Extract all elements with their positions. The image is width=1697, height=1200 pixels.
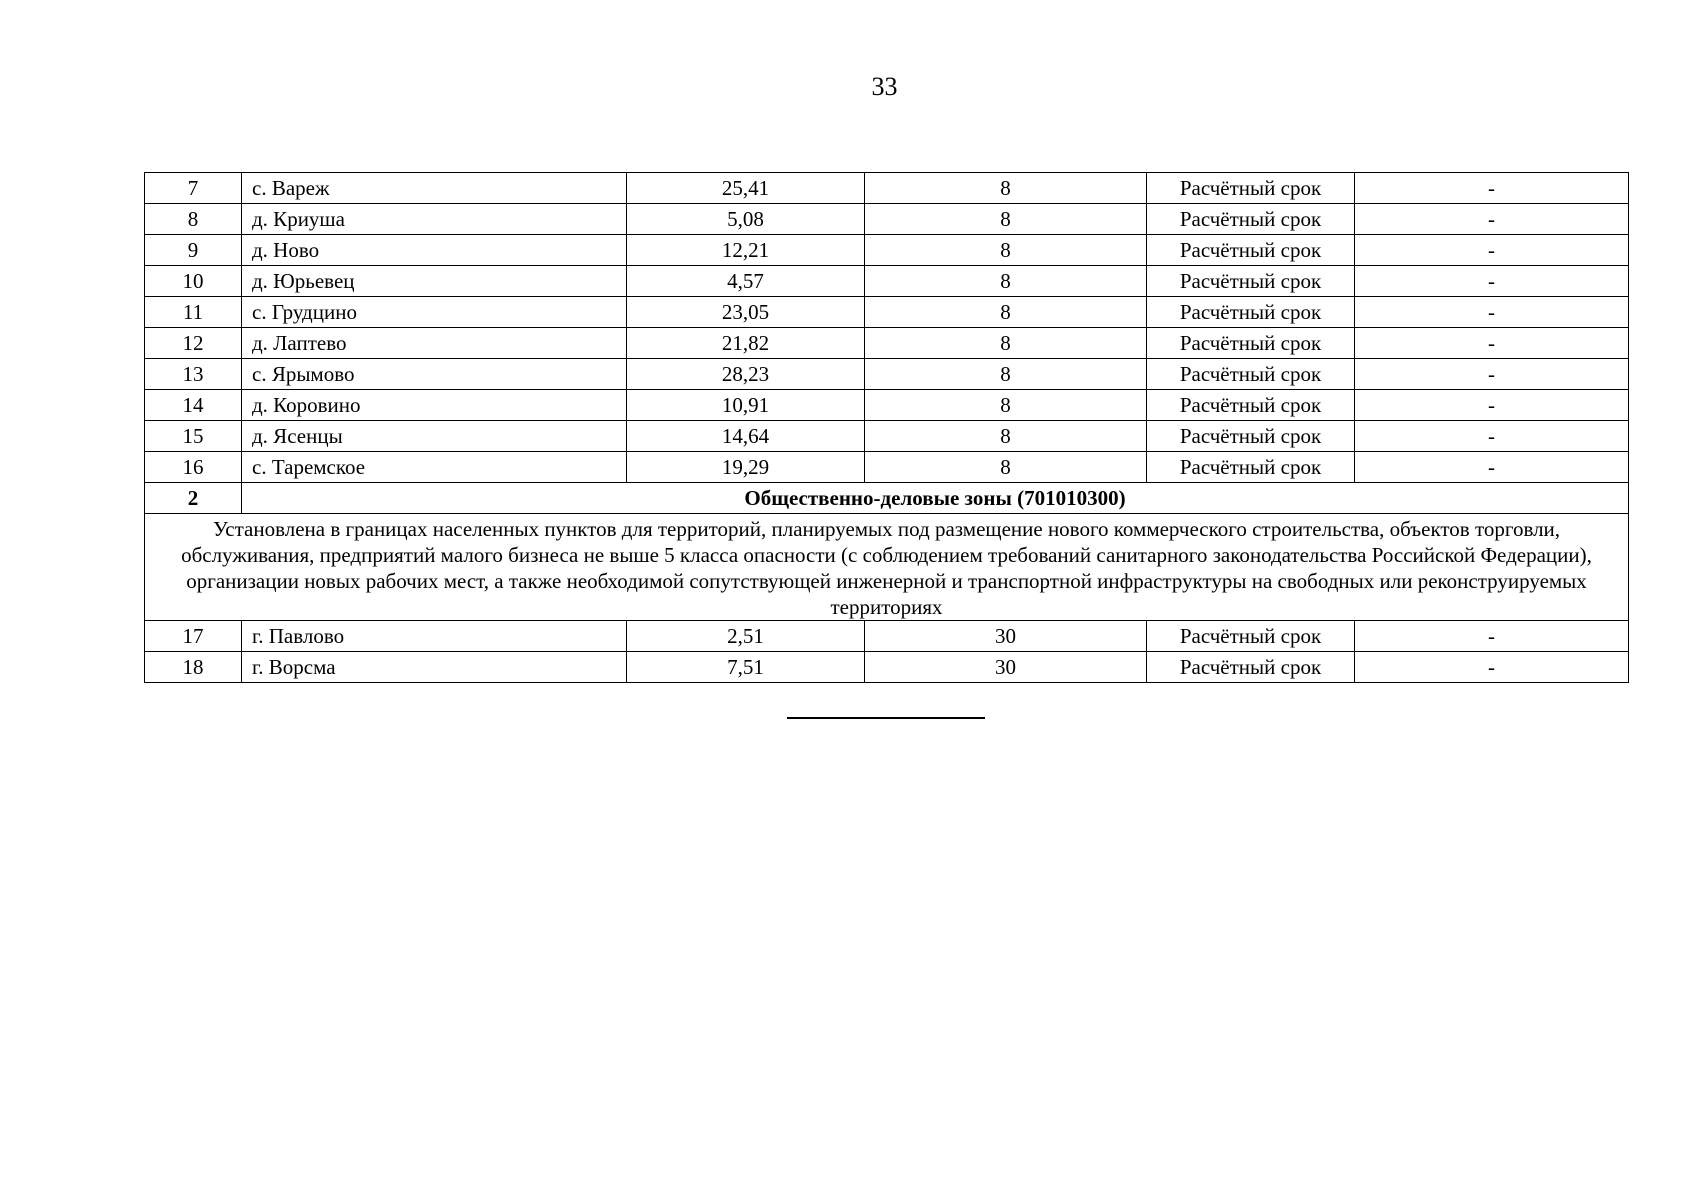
settlement-name: с. Таремское xyxy=(242,452,627,483)
area-value: 5,08 xyxy=(627,204,865,235)
table-body-public-business xyxy=(145,621,1629,683)
settlement-name: с. Грудцино xyxy=(242,297,627,328)
area-value: 23,05 xyxy=(627,297,865,328)
settlement-name: д. Ново xyxy=(242,235,627,266)
note-value: - xyxy=(1355,421,1629,452)
area-value: 25,41 xyxy=(627,173,865,204)
note-value: - xyxy=(1355,173,1629,204)
area-value: 28,23 xyxy=(627,359,865,390)
table-body-residential xyxy=(145,173,1629,483)
table-section-public-business xyxy=(145,483,1629,621)
table-row xyxy=(145,359,1629,390)
implementation-term: Расчётный срок xyxy=(1147,421,1355,452)
settlement-name: д. Лаптево xyxy=(242,328,627,359)
height-value: 30 xyxy=(865,621,1147,652)
row-number: 12 xyxy=(145,328,242,359)
settlement-name: г. Павлово xyxy=(242,621,627,652)
section-description: Установлена в границах населенных пунктов для территорий, планируемых под размещение нового коммерческого строительства, объектов торговли, обслуживания, предприятий малого бизнеса не выше 5 класса опасности (с соблюдением требований санитарного законодательства Российской Федерации), организации новых рабочих мест, а также необходимой сопутствующей инженерной и транспортной инфраструктуры на свободных или реконструируемых территориях xyxy=(145,514,1629,621)
note-value: - xyxy=(1355,452,1629,483)
area-value: 7,51 xyxy=(627,652,865,683)
height-value: 8 xyxy=(865,297,1147,328)
row-number: 16 xyxy=(145,452,242,483)
note-value: - xyxy=(1355,652,1629,683)
table-row xyxy=(145,390,1629,421)
note-value: - xyxy=(1355,297,1629,328)
table-row xyxy=(145,266,1629,297)
height-value: 8 xyxy=(865,328,1147,359)
row-number: 15 xyxy=(145,421,242,452)
implementation-term: Расчётный срок xyxy=(1147,297,1355,328)
area-value: 10,91 xyxy=(627,390,865,421)
table-row xyxy=(145,204,1629,235)
row-number: 18 xyxy=(145,652,242,683)
note-value: - xyxy=(1355,266,1629,297)
implementation-term: Расчётный срок xyxy=(1147,621,1355,652)
table-row xyxy=(145,297,1629,328)
implementation-term: Расчётный срок xyxy=(1147,235,1355,266)
table-row xyxy=(145,235,1629,266)
implementation-term: Расчётный срок xyxy=(1147,173,1355,204)
implementation-term: Расчётный срок xyxy=(1147,652,1355,683)
section-header-row xyxy=(145,483,1629,514)
settlement-name: д. Коровино xyxy=(242,390,627,421)
settlement-name: д. Юрьевец xyxy=(242,266,627,297)
row-number: 17 xyxy=(145,621,242,652)
table-row xyxy=(145,421,1629,452)
height-value: 8 xyxy=(865,452,1147,483)
note-value: - xyxy=(1355,621,1629,652)
row-number: 14 xyxy=(145,390,242,421)
note-value: - xyxy=(1355,204,1629,235)
area-value: 21,82 xyxy=(627,328,865,359)
area-value: 4,57 xyxy=(627,266,865,297)
note-value: - xyxy=(1355,359,1629,390)
note-value: - xyxy=(1355,235,1629,266)
height-value: 8 xyxy=(865,266,1147,297)
row-number: 8 xyxy=(145,204,242,235)
height-value: 8 xyxy=(865,359,1147,390)
table-row xyxy=(145,328,1629,359)
settlement-name: с. Ярымово xyxy=(242,359,627,390)
height-value: 8 xyxy=(865,390,1147,421)
row-number: 13 xyxy=(145,359,242,390)
settlement-name: с. Вареж xyxy=(242,173,627,204)
height-value: 8 xyxy=(865,204,1147,235)
row-number: 10 xyxy=(145,266,242,297)
area-value: 2,51 xyxy=(627,621,865,652)
table-row xyxy=(145,621,1629,652)
height-value: 30 xyxy=(865,652,1147,683)
table-row xyxy=(145,652,1629,683)
zones-table xyxy=(144,172,1629,683)
note-value: - xyxy=(1355,328,1629,359)
note-value: - xyxy=(1355,390,1629,421)
section-title: Общественно-деловые зоны (701010300) xyxy=(242,483,1629,514)
row-number: 7 xyxy=(145,173,242,204)
row-number: 11 xyxy=(145,297,242,328)
implementation-term: Расчётный срок xyxy=(1147,359,1355,390)
settlement-name: д. Ясенцы xyxy=(242,421,627,452)
end-of-table-rule xyxy=(787,717,985,719)
height-value: 8 xyxy=(865,421,1147,452)
implementation-term: Расчётный срок xyxy=(1147,266,1355,297)
settlement-name: г. Ворсма xyxy=(242,652,627,683)
settlement-name: д. Криуша xyxy=(242,204,627,235)
area-value: 14,64 xyxy=(627,421,865,452)
implementation-term: Расчётный срок xyxy=(1147,452,1355,483)
implementation-term: Расчётный срок xyxy=(1147,328,1355,359)
area-value: 12,21 xyxy=(627,235,865,266)
table-row xyxy=(145,452,1629,483)
page-number: 33 xyxy=(871,72,898,101)
row-number: 9 xyxy=(145,235,242,266)
height-value: 8 xyxy=(865,235,1147,266)
section-description-row xyxy=(145,514,1629,621)
implementation-term: Расчётный срок xyxy=(1147,204,1355,235)
section-number: 2 xyxy=(145,483,242,514)
area-value: 19,29 xyxy=(627,452,865,483)
table-row xyxy=(145,173,1629,204)
implementation-term: Расчётный срок xyxy=(1147,390,1355,421)
height-value: 8 xyxy=(865,173,1147,204)
